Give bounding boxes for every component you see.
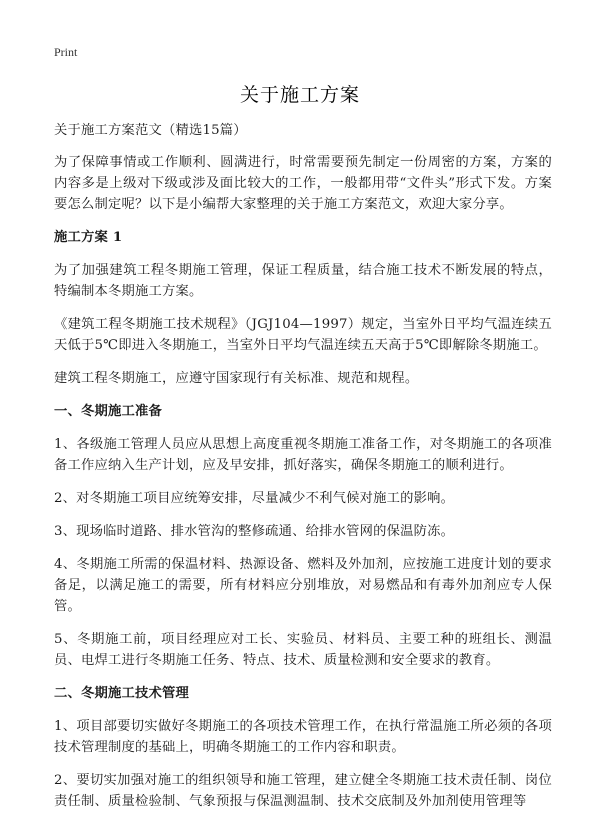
section-heading-preparation: 一、冬期施工准备	[54, 404, 162, 419]
list-item: 1、项目部要切实做好冬期施工的各项技术管理工作，在执行常温施工所必须的各项技术管理制度的基础上，明确冬期施工的工作内容和职责。	[54, 719, 552, 755]
list-item: 4、冬期施工所需的保温材料、热源设备、燃料及外加剂，应按施工进度计划的要求备足，以满足施工的需要，所有材料应分别堆放，对易燃品和有毒外加剂应专人保管。	[54, 557, 552, 614]
body-paragraph: 建筑工程冬期施工，应遵守国家现行有关标准、规范和规程。	[54, 371, 419, 386]
intro-paragraph: 为了保障事情或工作顺利、圆满进行，时常需要预先制定一份周密的方案，方案的内容多是上级对下级或涉及面比较大的工作，一般都用带“文件头”形式下发。方案要怎么制定呢？以下是小编帮大家整理的关于施工方案范文，欢迎大家分享。	[54, 155, 552, 212]
document-body	[54, 120, 552, 824]
body-paragraph: 《建筑工程冬期施工技术规程》（JGJ104—1997）规定，当室外日平均气温连续五天低于5℃即进入冬期施工，当室外日平均气温连续五天高于5℃即解除冬期施工。	[54, 317, 552, 353]
body-paragraph: 为了加强建筑工程冬期施工管理，保证工程质量，结合施工技术不断发展的特点，特编制本冬期施工方案。	[54, 263, 552, 299]
document-title: 关于施工方案	[239, 84, 360, 106]
list-item: 2、对冬期施工项目应统筹安排，尽量减少不利气候对施工的影响。	[54, 491, 455, 506]
section-heading-technical-management: 二、冬期施工技术管理	[54, 686, 189, 701]
list-item: 2、要切实加强对施工的组织领导和施工管理，建立健全冬期施工技术责任制、岗位责任制、质量检验制、气象预报与保温测温制、技术交底制及外加剂使用管理等	[54, 773, 552, 809]
list-item: 5、冬期施工前，项目经理应对工长、实验员、材料员、主要工种的班组长、测温员、电焊工进行冬期施工任务、特点、技术、质量检测和安全要求的教育。	[54, 632, 552, 668]
list-item: 1、各级施工管理人员应从思想上高度重视冬期施工准备工作，对冬期施工的各项准备工作应纳入生产计划，应及早安排，抓好落实，确保冬期施工的顺利进行。	[54, 437, 552, 473]
document-subtitle: 关于施工方案范文（精选15篇）	[54, 123, 247, 138]
list-item: 3、现场临时道路、排水管沟的整修疏通、给排水管网的保温防冻。	[54, 524, 455, 539]
print-label: Print	[54, 45, 78, 59]
section-heading-plan-1: 施工方案 1	[54, 230, 123, 245]
